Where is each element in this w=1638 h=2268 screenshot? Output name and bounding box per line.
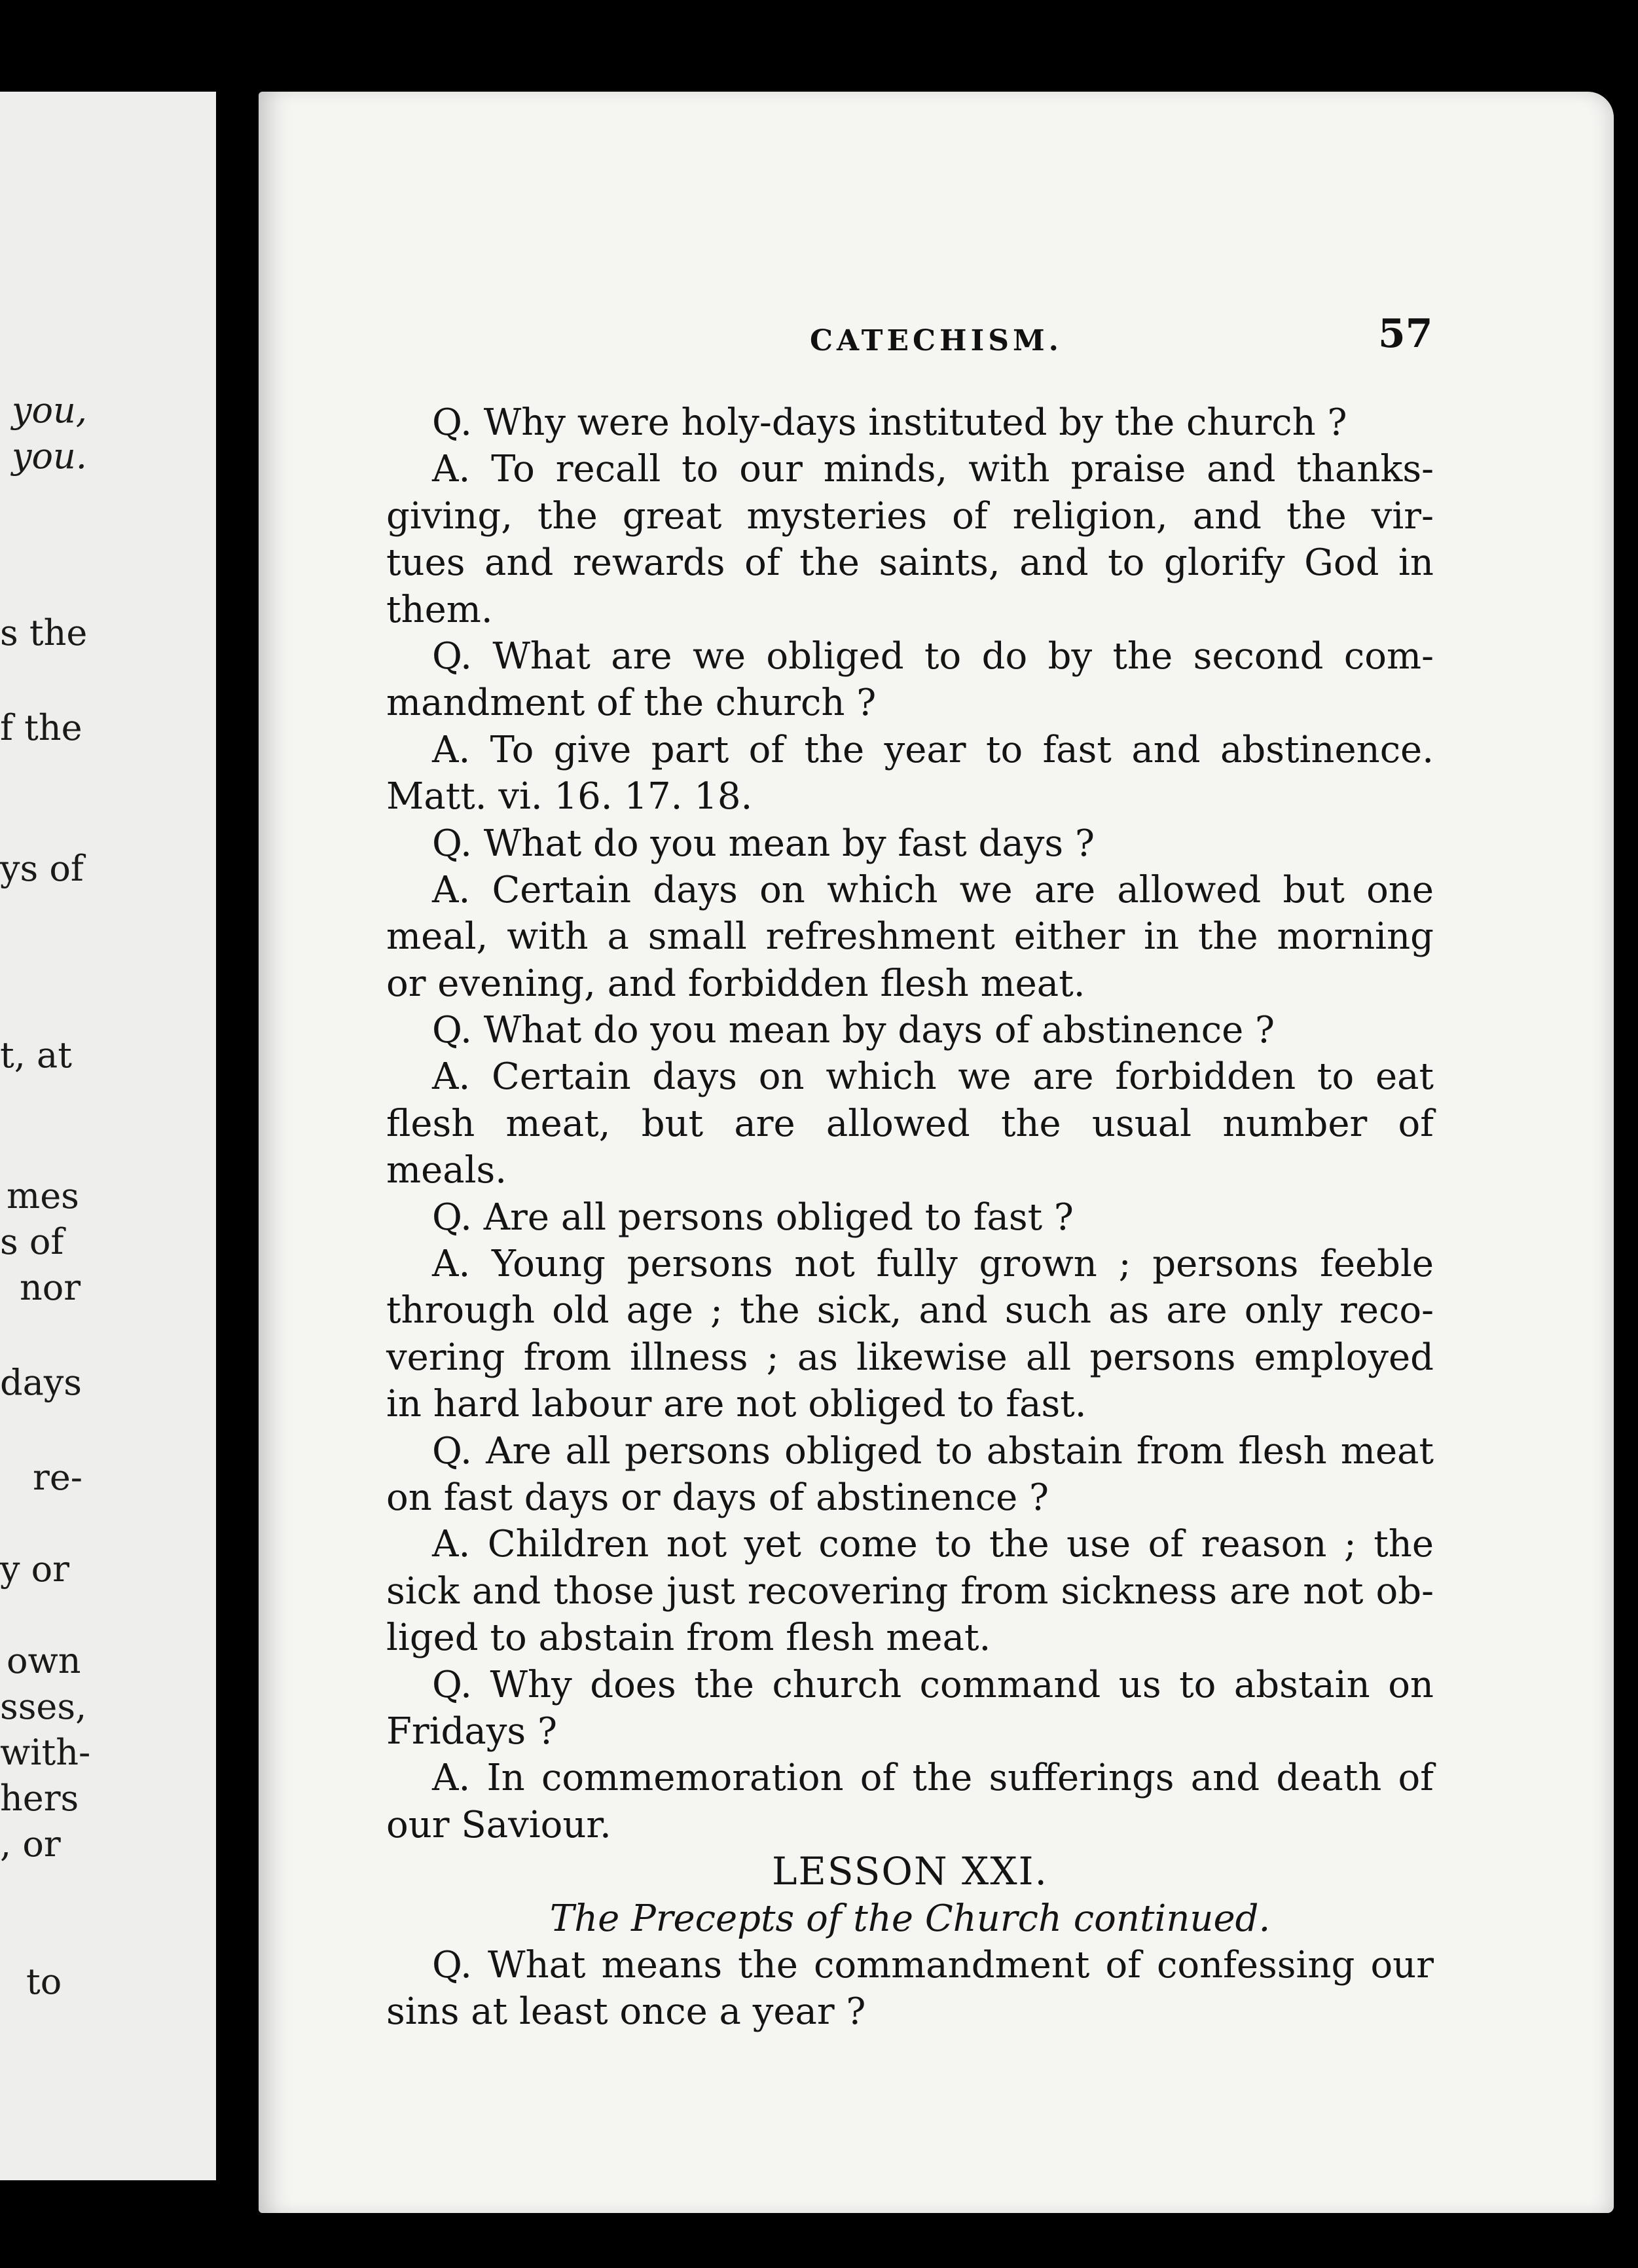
lesson-subtitle: The Precepts of the Church continued. [549,1897,1271,1940]
text-line: in hard labour are not obliged to fast. [386,1383,1087,1426]
text-line: liged to abstain from flesh meat. [386,1617,991,1660]
left-page-fragment: to [26,1961,62,2002]
text-line: A. Certain days on which we are allowed but one [432,868,1434,911]
left-page-fragment: f the [0,707,82,748]
page-text [386,399,1434,2036]
text-line: A. To recall to our minds, with praise and thanks- [432,448,1434,491]
left-page-fragment: t, at [0,1034,72,1076]
left-page-fragment: s of [0,1221,64,1262]
left-page-fragment: ys of [0,848,84,889]
left-page-fragment: with- [0,1732,91,1773]
left-page-fragment: mes [7,1175,79,1216]
left-page-fragment: , or [0,1823,61,1865]
right-page [259,92,1614,2213]
text-line: A. Children not yet come to the use of reason ; the [432,1523,1434,1566]
text-line: Q. What are we obliged to do by the second com- [432,634,1434,678]
text-line: sins at least once a year ? [386,1990,866,2034]
text-line: Q. Are all persons obliged to fast ? [432,1196,1074,1239]
left-page-edge [0,92,216,2180]
text-line: Q. What do you mean by fast days ? [432,822,1095,865]
text-line: our Saviour. [386,1803,611,1846]
text-line: A. Certain days on which we are forbidden to eat [432,1055,1434,1099]
text-line: or evening, and forbidden flesh meat. [386,962,1085,1005]
text-line: sick and those just recovering from sickness are not ob- [386,1569,1434,1613]
text-line: Q. What do you mean by days of abstinence ? [432,1009,1275,1052]
text-line: on fast days or days of abstinence ? [386,1476,1049,1519]
text-line: Q. Why were holy-days instituted by the church ? [432,401,1347,444]
text-line: flesh meat, but are allowed the usual number of [386,1102,1434,1145]
text-line: A. In commemoration of the sufferings and death of [432,1757,1434,1800]
text-line: vering from illness ; as likewise all persons employed [386,1336,1434,1379]
text-line: A. Young persons not fully grown ; persons feeble [432,1243,1434,1286]
left-page-fragment: re- [33,1457,83,1498]
left-page-fragment: you, [12,390,87,431]
left-page-fragment: sses, [0,1686,87,1727]
left-page-fragment: own [7,1640,81,1681]
text-line: Fridays ? [386,1710,557,1753]
left-page-fragment: hers [0,1778,79,1819]
text-line: meal, with a small refreshment either in the morning [386,915,1434,959]
text-line: through old age ; the sick, and such as are only reco- [386,1289,1434,1332]
text-line: Matt. vi. 16. 17. 18. [386,775,753,818]
left-page-fragment: s the [0,612,88,653]
text-line: Q. Why does the church command us to abstain on [432,1663,1434,1706]
text-line: A. To give part of the year to fast and abstinence. [432,728,1434,771]
text-line: mandment of the church ? [386,682,877,725]
text-line: giving, the great mysteries of religion, and the vir- [386,494,1434,538]
text-line: Q. What means the commandment of confessing our [432,1943,1434,1986]
left-page-fragment: you. [12,435,87,477]
text-line: Q. Are all persons obliged to abstain from flesh meat [432,1429,1434,1472]
page-number: 57 [1378,311,1433,357]
text-line: tues and rewards of the saints, and to glorify God in [386,541,1434,585]
left-page-fragment: nor [20,1267,81,1308]
left-page-fragment: days [0,1362,82,1403]
text-line: them. [386,588,493,631]
text-line: meals. [386,1149,507,1192]
running-head: CATECHISM. [809,324,1063,357]
left-page-fragment: y or [0,1548,69,1590]
lesson-heading: LESSON XXI. [772,1849,1048,1894]
